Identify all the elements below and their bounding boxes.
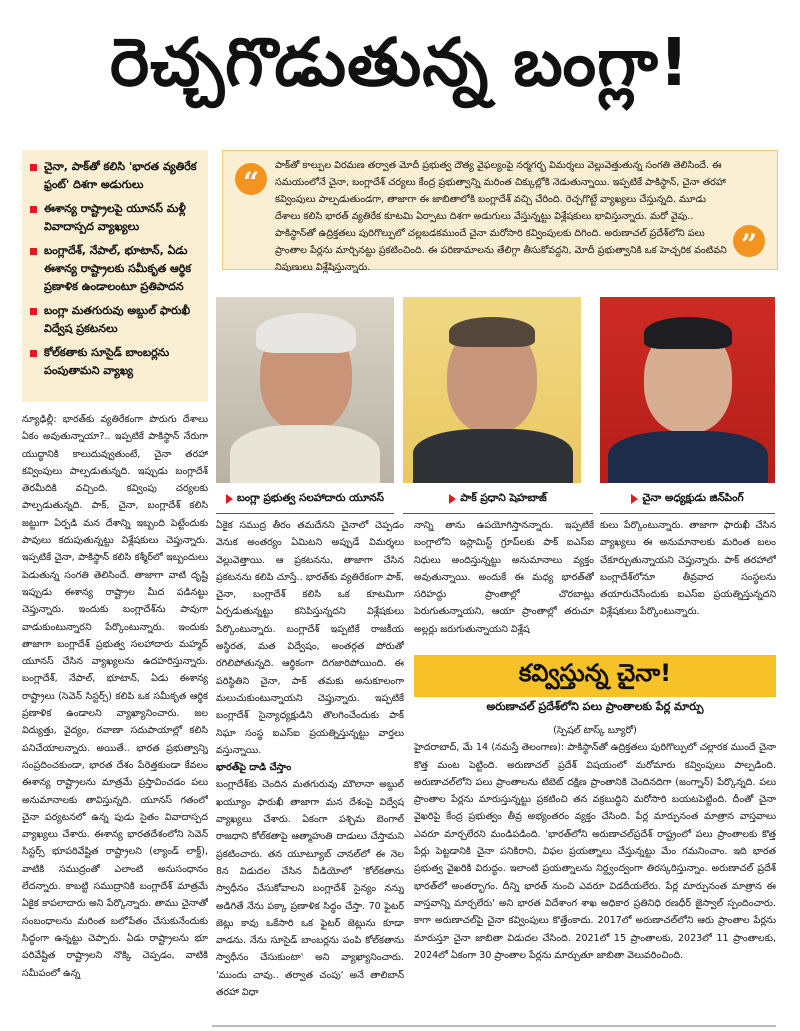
- caption-marker-icon: [449, 494, 456, 504]
- highlight-item: చైనా, పాక్‌తో కలిసి 'భారత వ్యతిరేక ఫ్రంట్‌' దిశగా అడుగులు: [30, 158, 202, 194]
- photo-caption: [600, 485, 775, 514]
- bureau-line: (స్పెషల్‌ టాస్క్‌ బ్యూరో): [553, 725, 637, 736]
- china-box-subtitle: అరుణాచల్‌ ప్రదేశ్‌లోని పలు ప్రాంతాలకు పేర్ల మార్పు: [486, 700, 704, 713]
- article-column-3: నాన్ని తాను ఉపయోగిస్తానన్నారు. ఇప్పటికే బంగ్లాలోని ఇస్లామిస్ట్‌ గ్రూప్‌లకు పాక్‌ ఐఎస్‌ఐ నిధులు అందిస్తున్నట్టు అనుమానాలు వ్యక్తం అవుతున్నాయి. అందుకే ఈ మధ్య భారత్‌తో సరిహద్దు ప్రాంతాల్లో చొరబాట్లు పెరుగుతున్నాయని, ఆయా ప్రాంతాల్లో తరుచూ అల్లర్లు జరుగుతున్నాయని విశ్లేష: [414, 520, 594, 635]
- photo-yunus: [216, 297, 394, 483]
- bottom-divider: [212, 1025, 776, 1027]
- caption-text: చైనా అధ్యక్షుడు జిన్‌పింగ్‌: [642, 491, 744, 504]
- highlight-item: కోల్‌కతాకు సూసైడ్‌ బాంబర్లను పంపుతామని వ్యాఖ్య: [30, 344, 202, 380]
- photo-shehbaz: [403, 297, 581, 483]
- china-box-title-text: కవ్విస్తున్న చైనా!: [518, 659, 672, 687]
- pull-quote-text: పాక్‌తో కాల్పుల విరమణ తర్వాత మోదీ ప్రభుత్వ దౌత్య వైఫల్యంపై నర్మగర్భ విమర్శలు వెల్లువెత్తుతున్న సంగతి తెలిసిందే. ఈ సమయంలోనే చైనా, బంగ్లాదేశ్‌ చర్యలు కేంద్ర ప్రభుత్వాన్ని మరింత చిక్కుల్లోకి నెడుతున్నాయి. ఇప్పటికే పాకిస్థాన్‌, చైనా తరహా కవ్వింపులు పాల్పడుతుండగా, తాజాగా ఈ జాబితాలోకి బంగ్లాదేశ్‌ వచ్చి చేరింది. రెచ్చగొట్టే వ్యాఖ్యలు చేస్తున్నది. మూడు దేశాలు కలిసి భారత్‌ వ్యతిరేక కూటమి ఏర్పాటు దిశగా అడుగులు వేస్తున్నట్టు విశ్లేషకులు భావిస్తున్నారు. మరో వైపు.. పాకిస్థాన్‌తో ఉద్రిక్తతలు పురిగొల్పులో చల్లబడకముందే చైనా మరోసారి కవ్వింపులకు దిగింది. అరుణాచల్‌ ప్రదేశ్‌లోని పలు ప్రాంతాల పేర్లను మార్చినట్టు ప్రకటించింది. ఈ పరిణామాలను తేలిగ్గా తీసుకోవద్దని, మోదీ ప్రభుత్వానికి ఒక హెచ్చరిక వంటివని నిపుణులు విశ్లేషిస్తున్నారు.: [275, 160, 727, 273]
- china-box-body: [414, 722, 776, 1022]
- article-column-1: న్యూఢిల్లీ: భారత్‌కు వ్యతిరేకంగా పొరుగు దేశాలు ఏకం అవుతున్నాయా?.. ఇప్పటికే పాకిస్థాన్‌ నేరుగా యుద్ధానికి కాలుదువ్వుతుంటే, చైనా తరహా కవ్వింపులు పాల్పడుతున్నది. ఇప్పుడు బంగ్లాదేశ్‌ తెరమీదికి వచ్చింది. కవ్వింపు చర్యలకు పాల్పడుతున్నది. పాక్‌, చైనా, బంగ్లాదేశ్‌ కలిసి జట్టుగా ఏర్పడి మన దేశాన్ని ఇబ్బంది పెట్టేందుకు పావులు కదుపుతున్నట్టు విశ్లేషకులు చెప్తున్నారు. ఇప్పటికే చైనా, పాకిస్థాన్‌ కలిసి కశ్మీర్‌లో ఇబ్బందులు పెడుతున్న సంగతి తెలిసిందే. తాజాగా వాటి దృష్టి ఇప్పుడు ఈశాన్య రాష్ట్రాల మీద పడినట్టు చెప్తున్నారు. ఇందుకు బంగ్లాదేశ్‌ను పావుగా వాడుకుంటున్నారని పేర్కొంటున్నారు. ఇందుకు తాజాగా బంగ్లాదేశ్‌ ప్రభుత్వ సలహాదారు మహ్మద్‌ యూనస్‌ చేసిన వ్యాఖ్యలను ఉదహరిస్తున్నారు. బంగ్లాదేశ్‌, నేపాల్‌, భూటాన్‌, ఏడు ఈశాన్య రాష్ట్రాలు (సెవెన్‌ సిస్టర్స్‌) కలిపి ఒక సమీకృత ఆర్థిక ప్రణాళిక ఉండాలని వ్యాఖ్యానించారు. జల విద్యుత్తు, వైద్యం, రవాణా సదుపాయాల్లో కలిసి పనిచేయాలన్నారు. అయితే.. భారత ప్రభుత్వాన్ని సంప్రదించకుండా, భారత దేశం పేరెత్తకుండా కేవలం ఈశాన్య రాష్ట్రాలను మాత్రమే ప్రస్తావించడం పలు అనుమానాలకు తావిస్తున్నది. యూనస్‌ గతంలో చైనా పర్యటనలో ఉన్న పుడు సైతం వివాదాస్పద వ్యాఖ్యలు చేశారు. ఈశాన్య భారతదేశంలోని సెవెన్‌ సిస్టర్స్‌ భూపరివేష్టిత రాష్ట్రాలని (ల్యాండ్‌ లాక్డ్‌), వాటికి సముద్రంతో ఎలాంటి అనుసంధానం లేదన్నారు. కాబట్టి సముద్రానికి బంగ్లాదేశ్‌ మాత్రమే ఏకైక కాపలాదారు అని పేర్కొన్నారు. తాము చైనాతో సంబంధాలను మరింత బలోపేతం చేసుకునేందుకు సిద్ధంగా ఉన్నట్టు చెప్పారు. ఏడు రాష్ట్రాలను భూ పరివేష్టిత రాష్ట్రాలని నొక్కి చెప్పడం, వాటికి సమీపంలో ఉన్న: [22, 414, 208, 979]
- headline-text: రెచ్చగొడుతున్న బంగ్లా!: [109, 23, 691, 101]
- photo-caption: [216, 485, 394, 514]
- article-column-4: కులు పేర్కొంటున్నారు. తాజాగా ఫారుఖీ చేసిన వ్యాఖ్యలు ఈ అనుమానాలకు మరింత బలం చేకూర్చుతున్నాయని చెప్తున్నారు. పాక్‌ తరహాలో బంగ్లాదేశ్‌లోనూ తీవ్రవాద సంస్థలను తయారుచేసేందుకు ఐఎస్‌ఐ ప్రయత్నిస్తున్నదని విశ్లేషకులు పేర్కొంటున్నారు.: [600, 520, 776, 618]
- article-paragraph: ఏకైక సముద్ర తీరం తమదేనని చైనాలో చెప్పడం వెనుక అంతర్యం ఏమిటని అప్పుడే విమర్శలు వెల్లువెత్తాయి. ఆ ప్రకటనను, తాజాగా చేసిన ప్రకటనను కలిపి చూస్తే.. భారత్‌కు వ్యతిరేకంగా పాక్‌, చైనా, బంగ్లాదేశ్‌ కలిసి ఒక కూటమిగా ఏర్పడుతున్నట్టు కనిపిస్తున్నదని విశ్లేషకులు పేర్కొంటున్నారు. బంగ్లాదేశ్‌ ఇప్పటికే రాజకీయ అస్థిరత, మత విద్వేషం, అంతర్గత పోరుతో రగిలిపోతున్నది. ఆర్థికంగా దిగజారిపోయింది. ఈ పరిస్థితిని చైనా, పాక్‌ తమకు అనుకూలంగా మలుచుకుంటున్నాయని చెప్తున్నారు. ఇప్పటికే బంగ్లాదేశ్‌ సైన్యాధ్యక్షుడిని తొలగించేందుకు పాక్‌ నిఘా సంస్థ ఐఎస్‌ఐ ప్రయత్నిస్తున్నట్టు వార్తలు వస్తున్నాయి.: [216, 520, 404, 756]
- highlights-list: [30, 158, 202, 380]
- open-quote-icon: “: [235, 163, 267, 195]
- highlight-item: బంగ్లాదేశ్‌, నేపాల్‌, భూటాన్‌, ఏడు ఈశాన్య రాష్ట్రాలకు సమీకృత ఆర్థిక ప్రణాళిక ఉండాలంటూ ప్రతిపాదన: [30, 242, 202, 296]
- caption-marker-icon: [226, 494, 233, 504]
- caption-text: బంగ్లా ప్రభుత్వ సలహాదారు యూనస్‌: [236, 491, 385, 504]
- highlights-box: [22, 150, 208, 402]
- china-box-title: [414, 655, 776, 697]
- china-box-text: హైదరాబాద్‌, మే 14 (నమస్తే తెలంగాణ): పాకిస్థాన్‌తో ఉద్రిక్తతలు పురిగొల్పులో చల్లారక ముందే చైనా కొత్త మంట పెట్టింది. అరుణాచల్‌ ప్రదేశ్‌ విషయంలో మరోమారు కవ్వింపులు పాల్పడింది. అరుణాచల్‌లోని పలు ప్రాంతాలను టిబెట్‌ దక్షిణ ప్రాంతానికి చెందినదిగా (జంగ్నాన్‌) పేర్కొన్నది. పలు ప్రాంతాల పేర్లను మారుస్తున్నట్టు ప్రకటించి తన వక్రబుద్ధిని మరోసారి బయటపెట్టింది. దీంతో చైనా వైఖరిపై కేంద్ర ప్రభుత్వం తీవ్ర అభ్యంతరం వ్యక్తం చేసింది. పేర్ల మార్పునంత మాత్రాన వాస్తవాలు ఎవరూ మార్చలేరని మండిపడింది. 'భారత్‌లోని అరుణాచల్‌ప్రదేశ్‌ రాష్ట్రంలో పలు ప్రాంతాలకు కొత్త పేర్లు పెట్టడానికి చైనా పనికిరాని, విఫల ప్రయత్నాలు చేస్తున్నట్టు మేం గమనించాం. ఇది భారత ప్రభుత్వ వైఖరికి విరుద్ధం. ఇలాంటి ప్రయత్నాలను నిర్ద్వంద్వంగా తిరస్కరిస్తున్నాం. అరుణాచల్‌ ప్రదేశ్‌ భారత్‌లో అంతర్భాగం. దీన్ని భారత్‌ నుంచి ఎవరూ విడదీయలేరు. పేర్ల మార్పునంత మాత్రాన ఈ వాస్తవాన్ని మార్చలేరు' అని భారత విదేశాంగ శాఖ అధికార ప్రతినిధి రణధీర్‌ జైస్వాల్‌ స్పందించారు. కాగా అరుణాచల్‌పై చైనా కవ్వింపులు కొత్తేంకాదు. 2017లో అరుణాచల్‌లోని ఆరు ప్రాంతాల పేర్లను మారుస్తూ చైనా జాబితా విడుదల చేసింది. 2021లో 15 ప్రాంతాలకు, 2023లో 11 ప్రాంతాలకు, 2024లో ఏకంగా 30 ప్రాంతాల పేర్లను మార్చుతూ జాబితా వెలువరించింది.: [414, 742, 776, 961]
- close-quote-icon: ”: [733, 225, 765, 257]
- highlight-item: ఈశాన్య రాష్ట్రాలపై యూనస్‌ మళ్లీ వివాదాస్పద వ్యాఖ్యలు: [30, 200, 202, 236]
- caption-text: పాక్‌ ప్రధాని షెహబాజ్‌: [460, 491, 547, 504]
- pull-quote-box: [222, 150, 778, 273]
- highlight-item: బంగ్లా మతగురువు అబ్దుల్‌ ఫారుఖీ విద్వేష ప్రకటనలు: [30, 302, 202, 338]
- article-column-2: [216, 517, 404, 1025]
- headline: [0, 0, 800, 140]
- caption-marker-icon: [631, 494, 638, 504]
- photo-xi: [600, 297, 775, 483]
- article-paragraph: బంగ్లాదేశ్‌కు చెందిన మతగురువు మౌలానా అబ్దుల్‌ ఖయ్యూం ఫారుఖీ తాజాగా మన దేశంపై విద్వేష వ్యాఖ్యలు చేశారు. ఏకంగా పశ్చిమ బెంగాల్‌ రాజధాని కోల్‌కతాపై ఆత్మాహుతి దాడులు చేస్తామని ప్రకటించారు. తన యూట్యూబ్‌ చానల్‌లో ఈ నెల 8న విడుదల చేసిన వీడియోలో 'కోల్‌కతాను స్వాధీనం చేసుకోవాలని బంగ్లాదేశ్‌ సైన్యం నన్ను అడిగితే నేను పక్కా ప్రణాళిక సిద్ధం చేస్తా. 70 ఫైటర్‌ జెట్లు కావు ఒకేసారి ఒక ఫైటర్‌ జెట్లును కూడా వాడను. నేను సూసైడ్‌ బాంబర్లను పంపి కోల్‌కతాను స్వాధీనం చేసుకుంటా' అని వ్యాఖ్యానించారు. 'ముందు చావు.. తర్వాత చంపు' అనే తాలిబాన్‌ తరహా విధా: [216, 779, 404, 999]
- photo-caption: [403, 485, 593, 514]
- section-subhead: భారత్‌పై దాడి చేస్తాం: [216, 762, 292, 774]
